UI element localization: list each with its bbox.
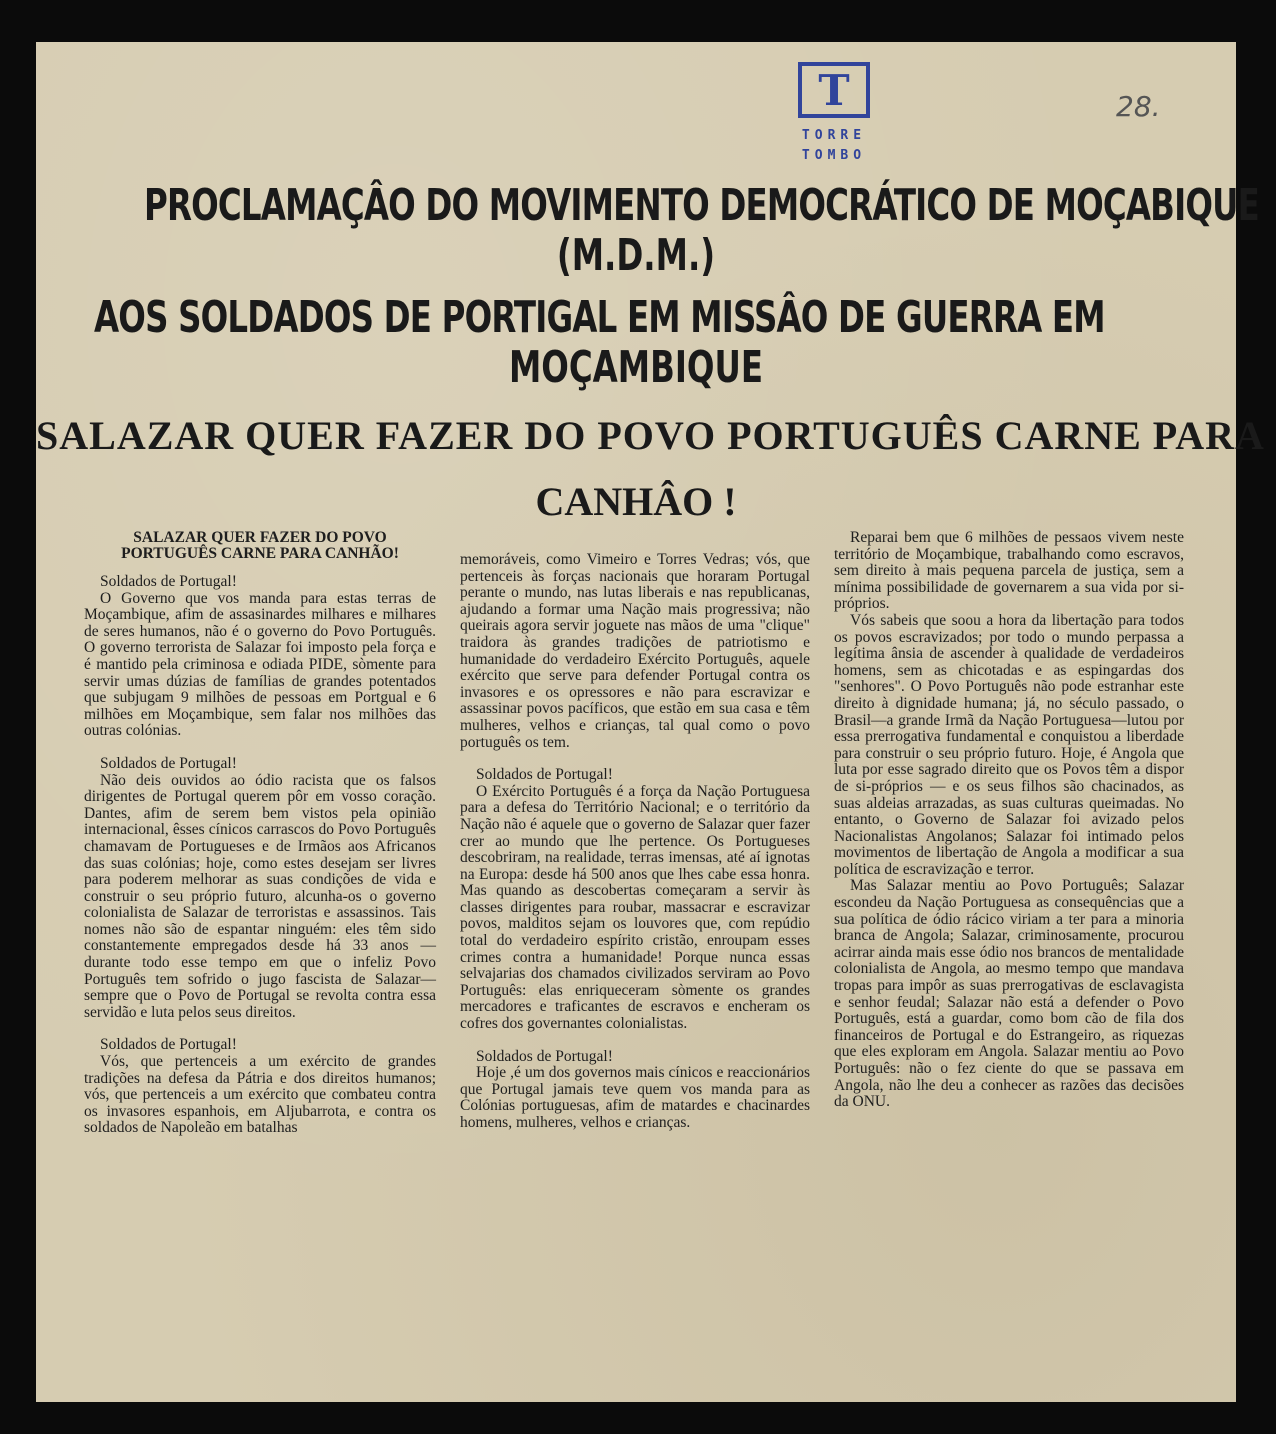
paragraph: Mas Salazar mentiu ao Povo Português; Salazar escondeu da Nação Portuguesa as consequências que a sua política de ódio rácico viriam a ter para a minoria branca de Angola; Salazar, criminosamente, procurou acirrar ainda mais esse ódio nos brancos de mentalidade colonialista de Angola, ao mesmo tempo que mandava tropas para impôr as suas prerrogativas de esclavagista e senhor feudal; Salazar não está a defender o Povo Português, está a guardar, como bom cão de fila dos financeiros de Portugal e do Estrangeiro, as riquezas que eles exploram em Angola. Salazar mentiu ao Povo Português: não o fez ciente do que se passava em Angola, não lhe deu a conhecer as razões das decisões da ONU. <box>834 877 1184 1111</box>
paragraph: Reparai bem que 6 milhões de pessaos vivem neste território de Moçambique, trabalhando como escravos, sem direito à mais pequena parcela de justiça, sem a mínima possibilidade de governarem a sua vida por si-próprios. <box>834 529 1184 613</box>
salute: Soldados de Portugal! <box>100 754 237 772</box>
handwritten-number: 28. <box>1116 90 1161 123</box>
stamp-line1: TORRE <box>801 128 867 143</box>
salute: Soldados de Portugal! <box>476 766 613 784</box>
paragraph: memoráveis, como Vimeiro e Torres Vedras; vós, que pertenceis às forças nacionais que horaram Portugal perante o mundo, nas lutas liberais e nas republicanas, ajudando a formar uma Nação mais progressiva; não queirais agora servir joguete nas mãos de uma "clique" traidora às grandes tradições de patriotismo e humanidade do verdadeiro Exército Português, aquele exército que serve para defender Portugal contra os invasores e os opressores e não para escravizar e assassinar povos pacíficos, que estão em sua casa e têm mulheres, velhos e crianças, tal qual como o povo português os tem. <box>460 551 810 751</box>
title-line2: (M.D.M.) <box>556 230 716 281</box>
column-2 <box>460 552 810 1132</box>
column-heading: SALAZAR QUER FAZER DO POVO PORTUGUÊS CARNE PARA CANHÃO! <box>121 529 399 562</box>
paragraph: Não deis ouvidos ao ódio racista que os falsos dirigentes de Portugal querem pôr em vosso coração. Dantes, afim de serem bem vistos pela opinião internacional, êsses cínicos carrascos do Povo Português chamavam de Portugueses e de Irmãos aos Africanos das suas colónias; hoje, como estes desejam ser livres para poderem melhorar as suas condições de vida e construir o seu próprio futuro, alcunha-os o governo colonialista de Salazar de terroristas e assassinos. Tais nomes não são de espantar ninguém: eles têm sido constantemente empregados desde há 33 anos — durante todo esse tempo em que o infeliz Povo Português tem sofrido o jugo fascista de Salazar—sempre que o Povo de Portugal se revolta contra essa servidão e luta pelos seus direitos. <box>84 771 436 1021</box>
column-1 <box>84 530 436 1137</box>
paragraph: Hoje ,é um dos governos mais cínicos e reaccionários que Portugal jamais teve quem vos manda para as Colónias portuguesas, afim de matardes e chacinardes homens, mulheres, velhos e crianças. <box>460 1064 810 1131</box>
title-line1: PROCLAMAÇÂO DO MOVIMENTO DEMOCRÁTICO DE MOÇABIQUE <box>144 180 1259 231</box>
stamp-line2: TOMBO <box>801 148 867 163</box>
paragraph: O Governo que vos manda para estas terras de Moçambique, afim de assasinardes milhares e milhares de seres humanos, não é o governo do Povo Português. O governo terrorista de Salazar foi imposto pela força e é mantido pela criminosa e odiada PIDE, sòmente para servir umas dúzias de famílias de grandes potentados que subjugam 9 milhões de pessoas em Portgual e 6 milhões em Moçambique, sem falar nos milhões das outras colónias. <box>84 589 436 740</box>
subtitle-line2: CANHÂO ! <box>535 479 737 524</box>
title-line4: MOÇAMBIQUE <box>508 342 764 393</box>
salute: Soldados de Portugal! <box>476 1047 613 1065</box>
paragraph: O Exército Português é a força da Nação Portuguesa para a defesa do Território Nacional; e o território da Nação não é aquele que o governo de Salazar quer fazer crer ao mundo que lhe pertence. Os Portugueses descobriram, na realidade, terras imensas, até aí ignotas na Europa: desde há 500 anos que lhes cabe essa honra. Mas quando as descobertas começaram a servir às classes dirigentes para roubar, massacrar e escravizar povos, malditos sejam os louvores que, com repúdio total do verdadeiro espírito cristão, enroupam esses crimes contra a humanidade! Porque nunca essas selvajarias dos chamados civilizados serviram ao Povo Português: elas enriqueceram sòmente os grandes mercadores e traficantes de escravos e encheram os cofres dos governantes colonialistas. <box>460 782 810 1033</box>
document-page <box>36 42 1265 1402</box>
stamp-letter: T <box>818 66 850 115</box>
salute: Soldados de Portugal! <box>100 573 237 590</box>
salute: Soldados de Portugal! <box>100 1036 237 1054</box>
title-line3: AOS SOLDADOS DE PORTIGAL EM MISSÂO DE GUERRA EM <box>94 292 1105 343</box>
column-3 <box>834 530 1184 1111</box>
archive-stamp <box>798 62 870 118</box>
subtitle-line1: SALAZAR QUER FAZER DO POVO PORTUGUÊS CARNE PARA <box>36 413 1265 458</box>
paragraph: Vós sabeis que soou a hora da libertação para todos os povos escravizados; por todo o mundo perpassa a legítima ânsia de ascender à qualidade de verdadeiros homens, sem as chicotadas e as espingardas dos "senhores". O Povo Português não pode estranhar este direito à dignidade humana; já, no século passado, o Brasil—a grande Irmã da Nação Portuguesa—lutou por essa prerrogativa fundamental e conquistou a liberdade para construir o seu próprio futuro. Hoje, é Angola que luta por esse sagrado direito que os Povos têm a dispor de si-próprios — e os seus filhos são chacinados, as suas aldeias arrazadas, as suas culturas queimadas. No entanto, o Governo de Salazar foi avizado pelos Nacionalistas Angolanos; Salazar foi intimado pelos movimentos de libertação de Angola a modificar a sua política de escravização e terror. <box>834 611 1184 878</box>
paragraph: Vós, que pertenceis a um exército de grandes tradições na defesa da Pátria e dos direitos humanos; vós, que pertenceis a um exército que combateu contra os invasores espanhois, em Aljubarrota, e contra os soldados de Napoleão em batalhas <box>84 1053 436 1137</box>
